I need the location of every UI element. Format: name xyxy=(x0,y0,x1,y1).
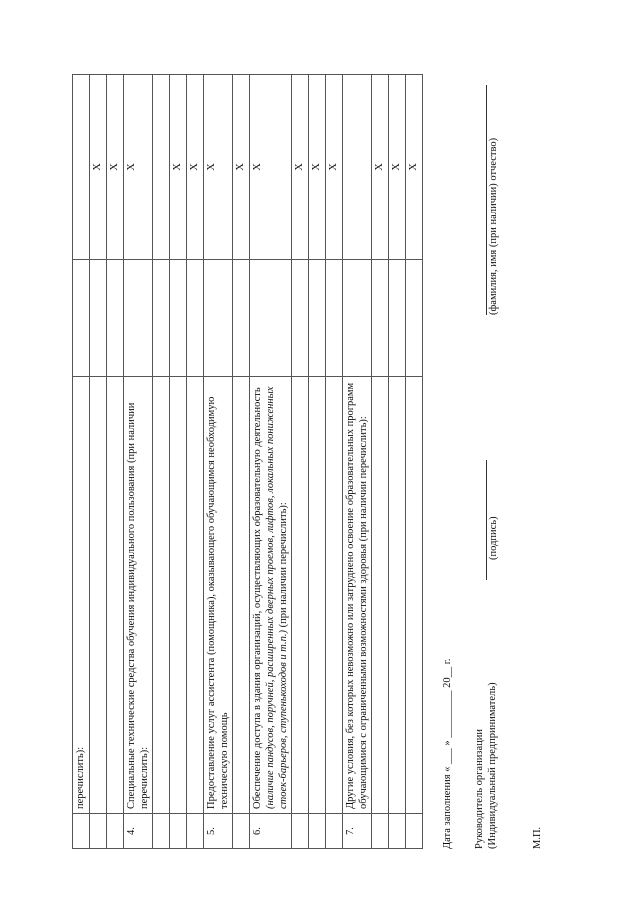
signature-caption: (подпись) xyxy=(488,516,499,560)
table-row xyxy=(170,75,187,849)
row-number: 5. xyxy=(204,814,233,849)
table-row xyxy=(389,75,406,849)
head-label: Руководитель организации xyxy=(474,729,485,849)
row-number: 6. xyxy=(250,814,292,849)
row-description xyxy=(204,377,233,814)
mark-cell: X xyxy=(326,75,343,260)
mark-cell: X xyxy=(406,75,423,260)
table-row xyxy=(292,75,309,849)
mark-cell: X xyxy=(107,75,124,260)
value-cell xyxy=(90,260,107,377)
mark-cell: X xyxy=(170,75,187,260)
conditions-table xyxy=(72,74,423,849)
table-row xyxy=(90,75,107,849)
fill-date: Дата заполнения « ___ » _________ 20__ г. xyxy=(442,658,453,849)
mark-cell xyxy=(73,75,90,260)
row-number xyxy=(292,814,309,849)
value-cell xyxy=(406,260,423,377)
table-body xyxy=(73,75,423,849)
description-note: (наличие пандусов, поручней, расширенных дверных проемов, лифтов, локальных пониженных стоек-барьеров, ступенькоходов и т.п.) xyxy=(265,386,289,809)
value-cell xyxy=(309,260,326,377)
row-number: 7. xyxy=(343,814,372,849)
description-text: перечислить): xyxy=(75,746,86,809)
row-number xyxy=(372,814,389,849)
seal-label: М.П. xyxy=(532,826,543,849)
row-description xyxy=(107,377,124,814)
row-description xyxy=(233,377,250,814)
mark-cell: X xyxy=(124,75,153,260)
value-cell xyxy=(372,260,389,377)
description-tail: (при наличии перечислить): xyxy=(278,502,289,630)
value-cell xyxy=(292,260,309,377)
row-number xyxy=(406,814,423,849)
value-cell xyxy=(233,260,250,377)
name-caption: (фамилия, имя (при наличии) отчество) xyxy=(488,137,499,315)
mark-cell xyxy=(343,75,372,260)
mark-cell: X xyxy=(292,75,309,260)
value-cell xyxy=(204,260,233,377)
table-row xyxy=(204,75,233,849)
row-description xyxy=(309,377,326,814)
row-number xyxy=(153,814,170,849)
table-row xyxy=(343,75,372,849)
row-number xyxy=(187,814,204,849)
value-cell xyxy=(170,260,187,377)
row-number xyxy=(90,814,107,849)
table-row xyxy=(73,75,90,849)
mark-cell: X xyxy=(309,75,326,260)
description-text: Другие условия, без которых невозможно или затруднено освоение образовательных программ обучающимися с ограниченными возможностями здоровья (при наличии перечислить): xyxy=(345,382,369,809)
description-text: Специальные технические средства обучения индивидуального пользования (при наличии перечислить): xyxy=(126,402,150,809)
table-row xyxy=(107,75,124,849)
table-row xyxy=(233,75,250,849)
value-cell xyxy=(343,260,372,377)
head-sub-label: (Индивидуальный предприниматель) xyxy=(487,682,498,849)
mark-cell xyxy=(153,75,170,260)
table-row xyxy=(326,75,343,849)
signature-line xyxy=(486,460,487,580)
value-cell xyxy=(124,260,153,377)
table-row xyxy=(124,75,153,849)
mark-cell: X xyxy=(187,75,204,260)
row-description xyxy=(343,377,372,814)
row-description xyxy=(170,377,187,814)
row-number xyxy=(170,814,187,849)
row-description xyxy=(389,377,406,814)
row-number xyxy=(389,814,406,849)
row-number xyxy=(233,814,250,849)
description-text: Обеспечение доступа в здания организаций, осуществляющих образовательную деятельность xyxy=(252,387,263,809)
row-description xyxy=(73,377,90,814)
table-row xyxy=(187,75,204,849)
value-cell xyxy=(187,260,204,377)
row-description xyxy=(187,377,204,814)
mark-cell: X xyxy=(389,75,406,260)
table-row xyxy=(250,75,292,849)
row-description xyxy=(292,377,309,814)
table-row xyxy=(153,75,170,849)
row-number: 4. xyxy=(124,814,153,849)
row-description xyxy=(124,377,153,814)
row-number xyxy=(73,814,90,849)
mark-cell: X xyxy=(372,75,389,260)
mark-cell: X xyxy=(250,75,292,260)
table-row xyxy=(372,75,389,849)
value-cell xyxy=(153,260,170,377)
row-number xyxy=(309,814,326,849)
row-number xyxy=(326,814,343,849)
name-line xyxy=(486,85,487,315)
row-number xyxy=(107,814,124,849)
table-row xyxy=(406,75,423,849)
value-cell xyxy=(326,260,343,377)
table-row xyxy=(309,75,326,849)
value-cell xyxy=(107,260,124,377)
row-description xyxy=(406,377,423,814)
mark-cell: X xyxy=(204,75,233,260)
row-description xyxy=(153,377,170,814)
row-description xyxy=(250,377,292,814)
value-cell xyxy=(250,260,292,377)
row-description xyxy=(90,377,107,814)
row-description xyxy=(372,377,389,814)
row-description xyxy=(326,377,343,814)
description-text: Предоставление услуг ассистента (помощника), оказывающего обучающимся необходимую техническую помощь xyxy=(206,396,230,809)
value-cell xyxy=(389,260,406,377)
value-cell xyxy=(73,260,90,377)
mark-cell: X xyxy=(90,75,107,260)
mark-cell: X xyxy=(233,75,250,260)
